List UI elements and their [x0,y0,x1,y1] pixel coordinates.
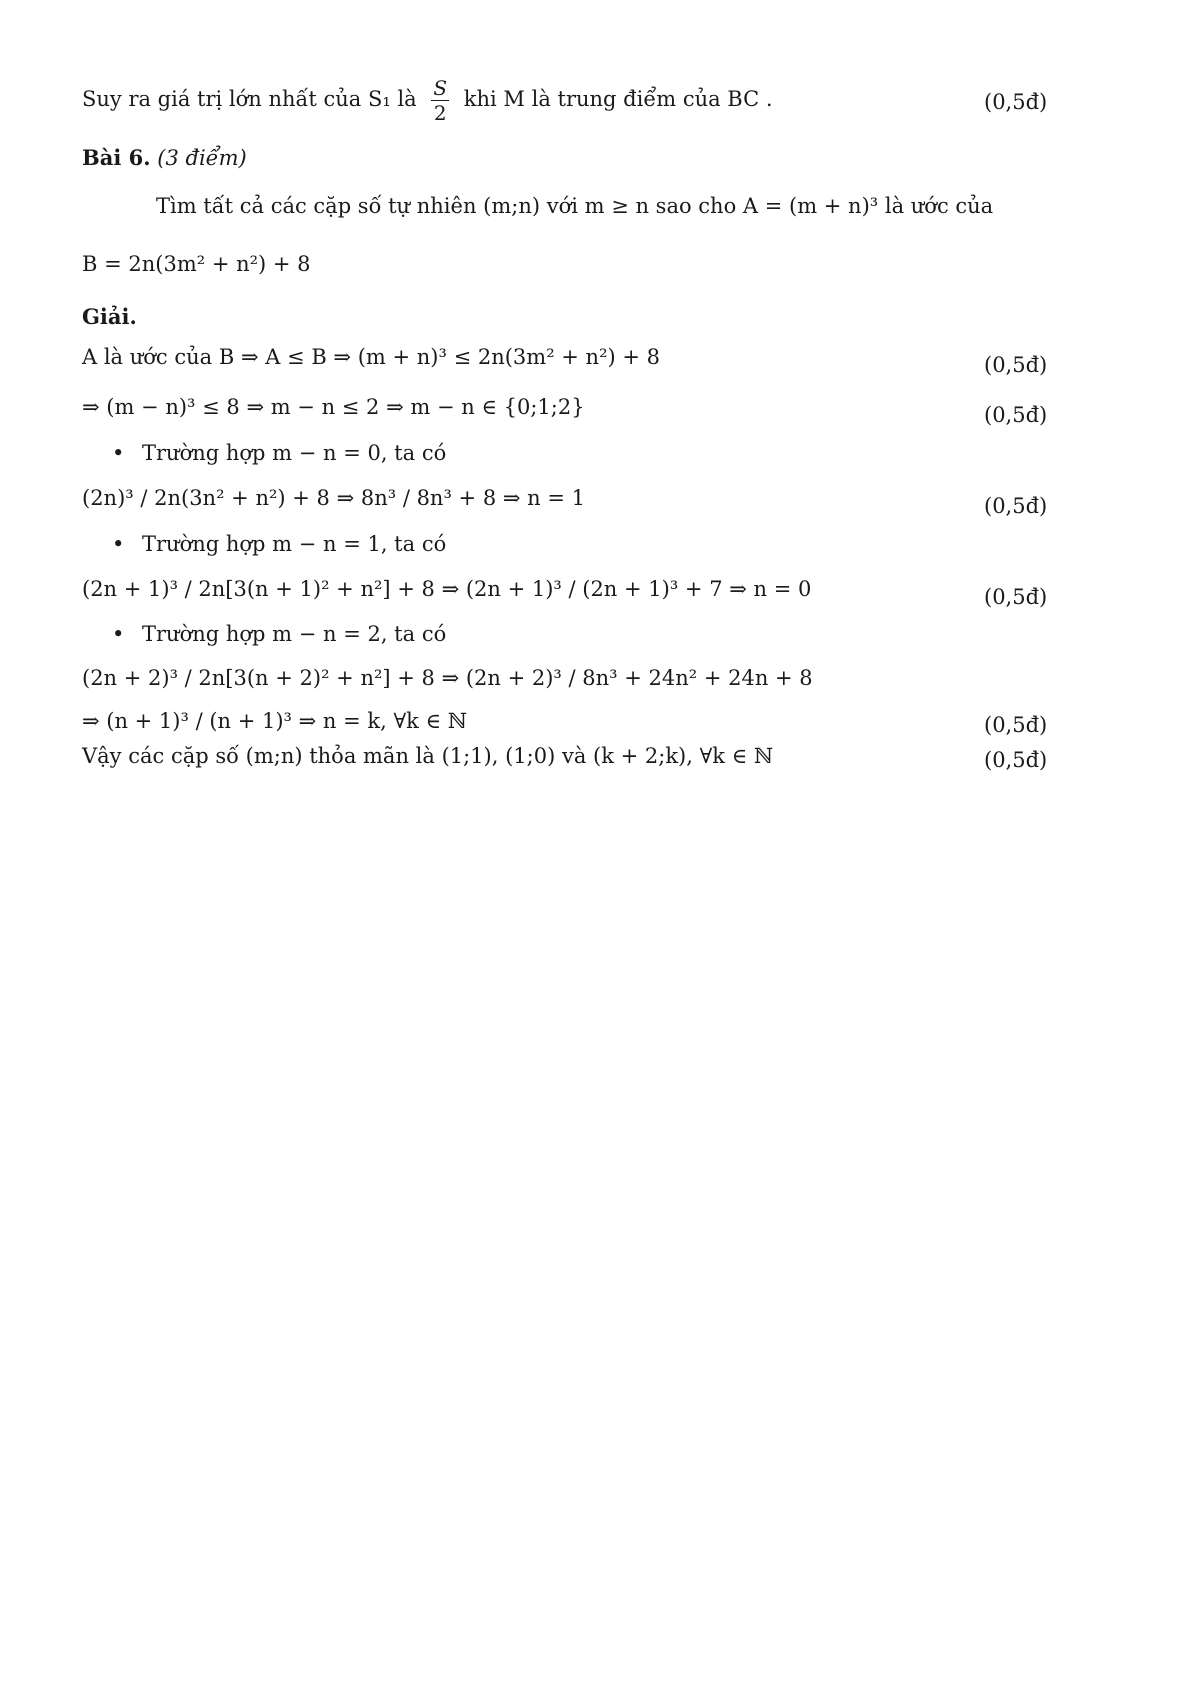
fraction-s-over-2 [431,76,449,125]
solution-step-case-3b: ⇒ (n + 1)³ / (n + 1)³ ⇒ n = k, ∀k ∈ ℕ [82,709,467,733]
intro-score: (0,5đ) [984,90,1048,114]
problem-points: (3 điểm) [157,146,247,170]
solution-step-2-score: (0,5đ) [984,403,1048,427]
problem-title: Bài 6. [82,145,151,170]
case-3-heading [112,620,1112,648]
conclusion-score: (0,5đ) [984,748,1048,772]
solution-step-case-1: (2n)³ / 2n(3n² + n²) + 8 ⇒ 8n³ / 8n³ + 8 ⇒ n = 1 [82,486,585,510]
bullet-icon: • [112,532,125,556]
fraction-numerator: S [433,76,448,100]
solution-step-case-2-score: (0,5đ) [984,585,1048,609]
solution-step-1-score: (0,5đ) [984,353,1048,377]
bullet-icon: • [112,441,125,465]
solution-step-case-1-score: (0,5đ) [984,494,1048,518]
solution-step-1: A là ước của B ⇒ A ≤ B ⇒ (m + n)³ ≤ 2n(3m² + n²) + 8 [82,345,661,369]
problem-statement-line-1: Tìm tất cả các cặp số tự nhiên (m;n) với m ≥ n sao cho A = (m + n)³ là ước của [156,194,994,218]
solution-step-2: ⇒ (m − n)³ ≤ 8 ⇒ m − n ≤ 2 ⇒ m − n ∈ {0;1;2} [82,395,585,419]
intro-text-after: khi M là trung điểm của BC . [463,87,773,111]
case-1-text: Trường hợp m − n = 0, ta có [142,441,447,465]
intro-text-before: Suy ra giá trị lớn nhất của S₁ là [82,87,417,111]
fraction-denominator: 2 [433,101,447,125]
case-2-heading [112,530,1112,558]
bullet-icon: • [112,622,125,646]
intro-line [82,76,1082,125]
solution-step-case-3a: (2n + 2)³ / 2n[3(n + 2)² + n²] + 8 ⇒ (2n + 2)³ / 8n³ + 24n² + 24n + 8 [82,666,813,690]
case-1-heading [112,439,1112,467]
solution-step-case-2: (2n + 1)³ / 2n[3(n + 1)² + n²] + 8 ⇒ (2n + 1)³ / (2n + 1)³ + 7 ⇒ n = 0 [82,577,812,601]
problem-statement-line-2: B = 2n(3m² + n²) + 8 [82,252,311,276]
solution-step-case-3b-score: (0,5đ) [984,713,1048,737]
conclusion: Vậy các cặp số (m;n) thỏa mãn là (1;1), (1;0) và (k + 2;k), ∀k ∈ ℕ [82,744,774,768]
solution-heading: Giải. [82,304,137,329]
case-2-text: Trường hợp m − n = 1, ta có [142,532,447,556]
problem-heading [82,144,1082,172]
case-3-text: Trường hợp m − n = 2, ta có [142,622,447,646]
